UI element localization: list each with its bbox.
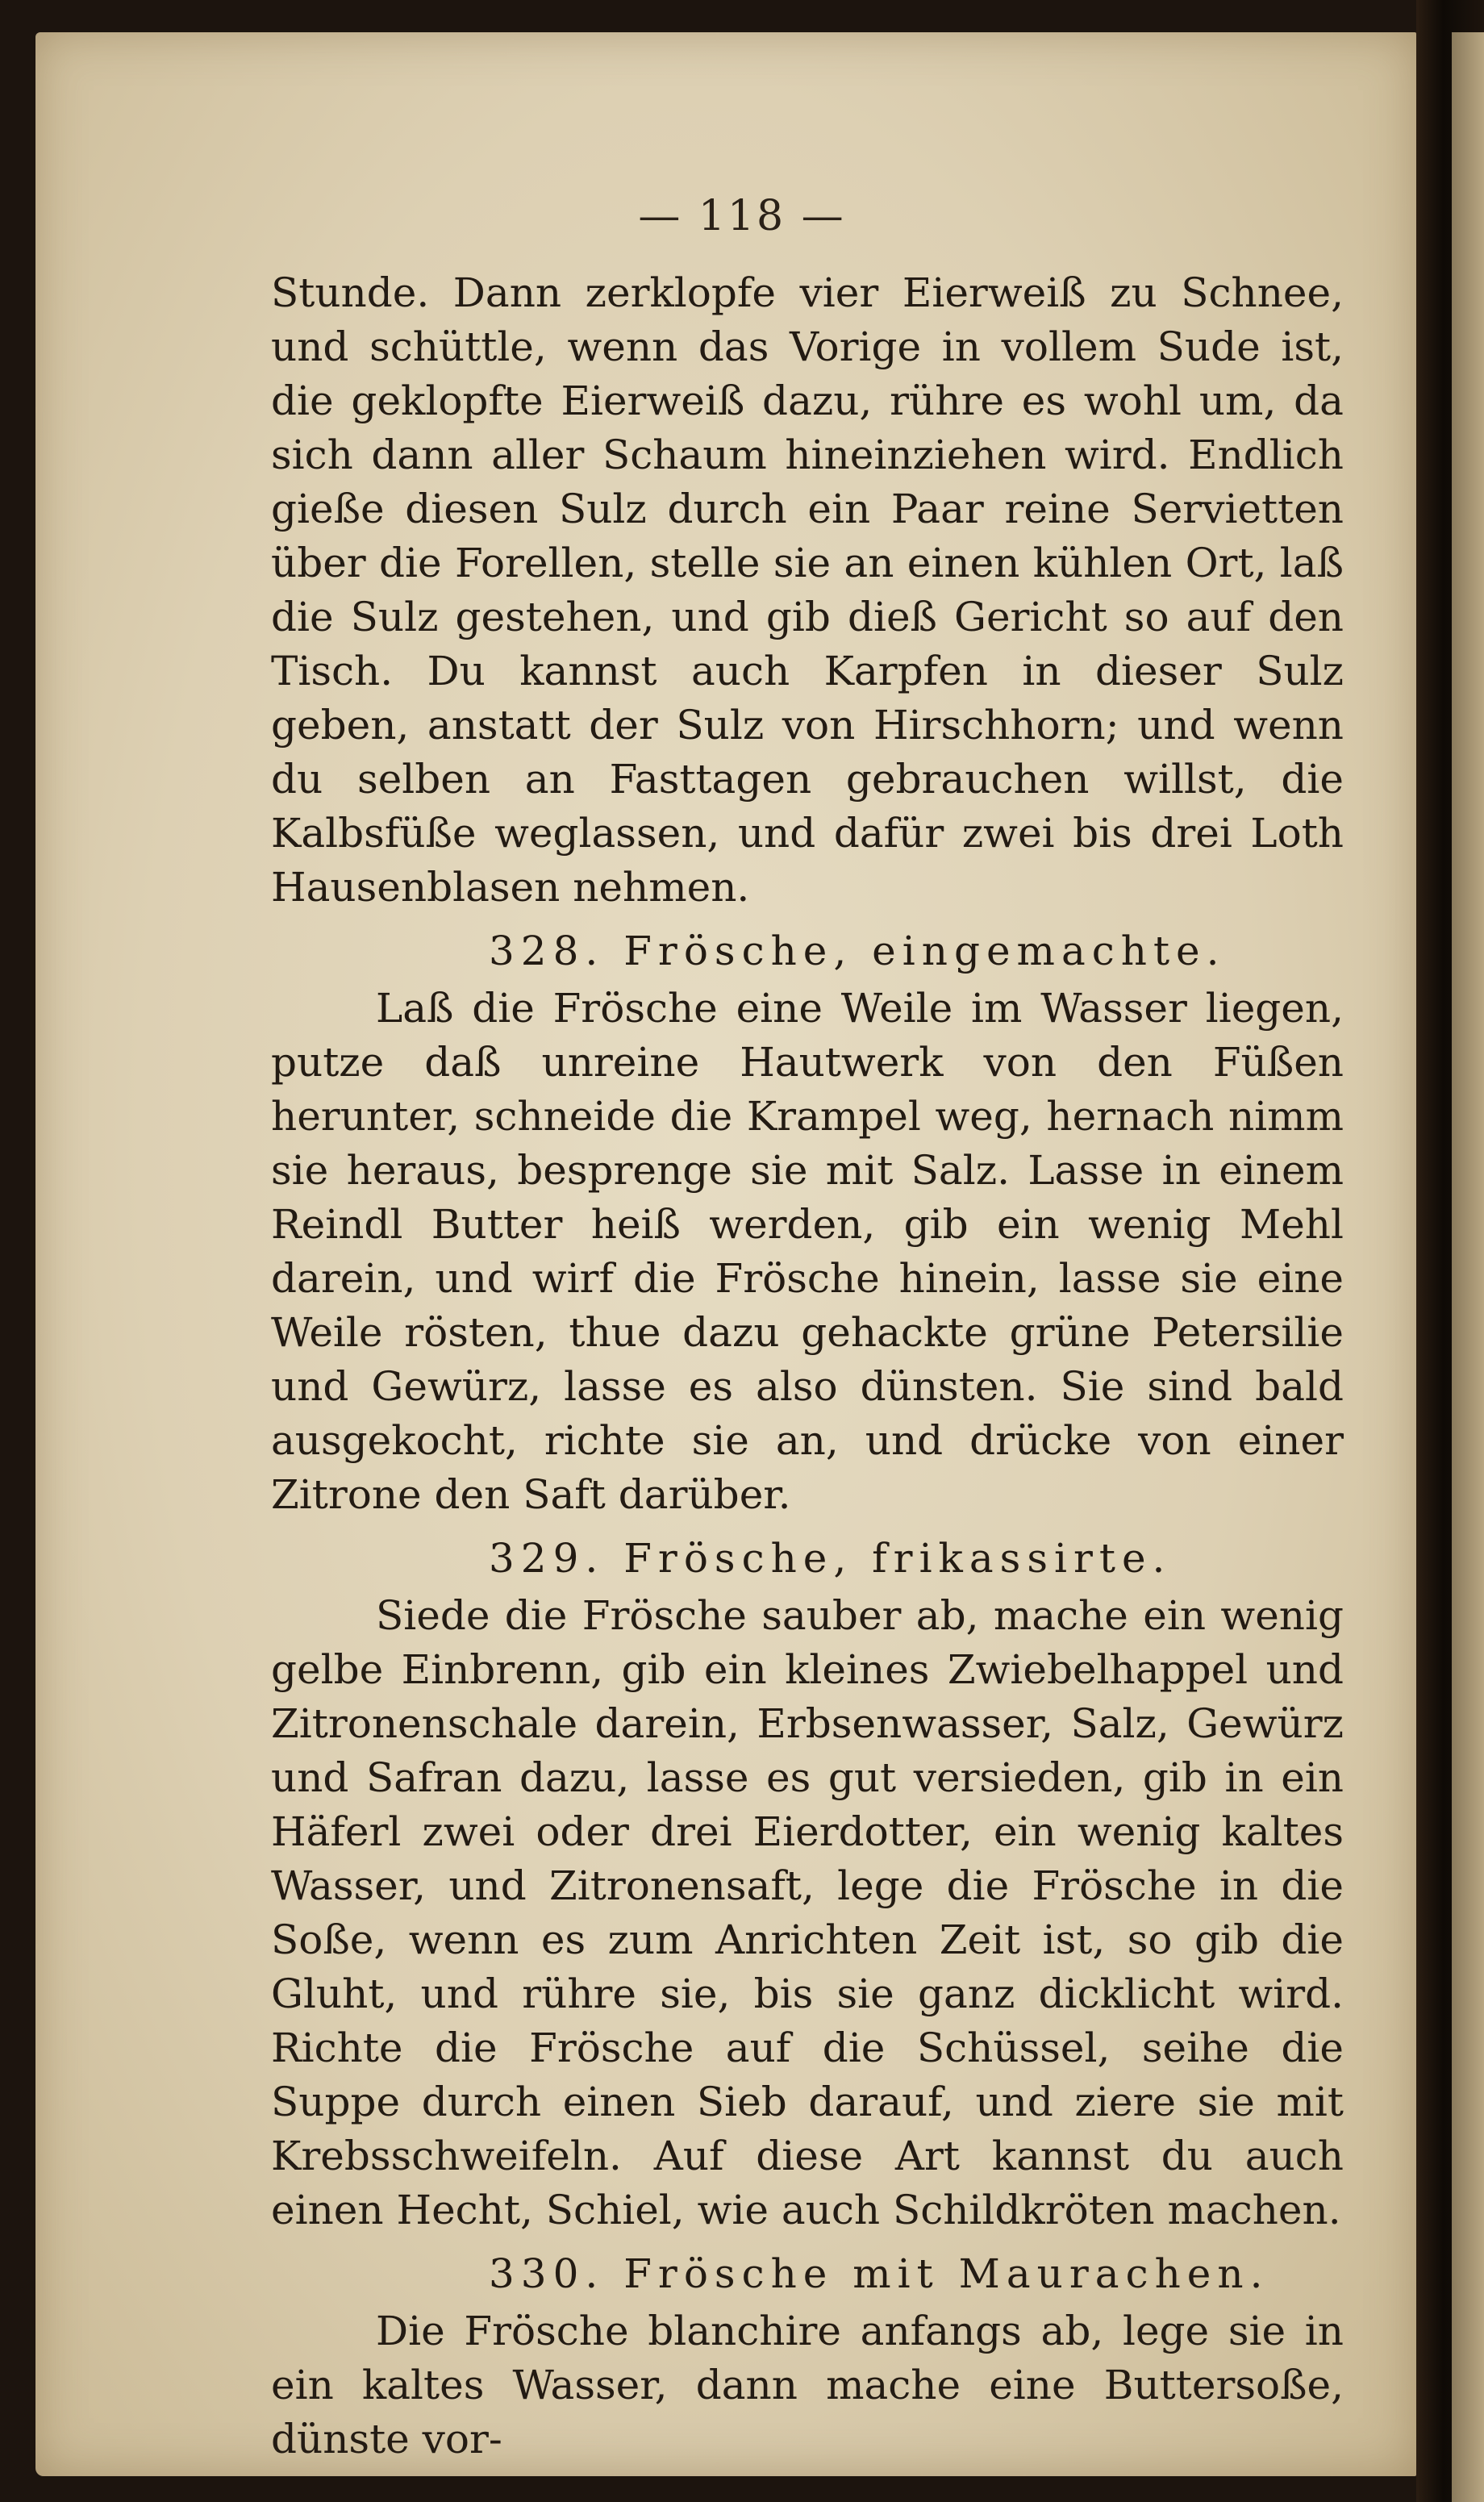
recipe-text-330: Die Frösche blanchire anfangs ab, lege sie in ein kaltes Wasser, dann mache eine Buttersoße, dünste vor- — [271, 2308, 1344, 2462]
recipe-heading-329: 329. Frösche, frikassirte. — [489, 1535, 1172, 1582]
recipe-heading-330: 330. Frösche mit Maurachen. — [489, 2250, 1269, 2297]
recipe-text-328: Laß die Frösche eine Weile im Wasser liegen, putze daß unreine Hautwerk von den Füßen herunter, schneide die Krampel weg, hernach nimm sie heraus, besprenge sie mit Salz. Lasse in einem Reindl Butter heiß werden, gib ein wenig Mehl darein, und wirf die Frösche hinein, lasse sie eine Weile rösten, thue dazu gehackte grüne Petersilie und Gewürz, lasse es also dünsten. Sie sind bald ausgekocht, richte sie an, und drücke von einer Zitrone den Saft darüber. — [271, 985, 1344, 1518]
recipe-heading-328: 328. Frösche, eingemachte. — [489, 928, 1226, 974]
page-number-header: — 118 — — [638, 192, 846, 240]
recipe-text-329: Siede die Frösche sauber ab, mache ein wenig gelbe Einbrenn, gib ein kleines Zwiebelhappel und Zitronenschale darein, Erbsenwasser, Salz, Gewürz und Safran dazu, lasse es gut versieden, gib in ein Häferl zwei oder drei Eierdotter, ein wenig kaltes Wasser, und Zitronensaft, lege die Frösche in die Soße, wenn es zum Anrichten Zeit ist, so gib die Gluht, und rühre sie, bis sie ganz dicklicht wird. Richte die Frösche auf die Schüssel, seihe die Suppe durch einen Sieb darauf, und ziere sie mit Krebsschweifeln. Auf diese Art kannst du auch einen Hecht, Schiel, wie auch Schildkröten machen. — [271, 1592, 1344, 2233]
page-body — [271, 266, 1344, 2467]
next-page-edge — [1452, 32, 1484, 2502]
continuation-paragraph: Stunde. Dann zerklopfe vier Eierweiß zu Schnee, und schüttle, wenn das Vorige in vollem Sude ist, die geklopfte Eierweiß dazu, rühre es wohl um, da sich dann aller Schaum hineinziehen wird. Endlich gieße diesen Sulz durch ein Paar reine Servietten über die Forellen, stelle sie an einen kühlen Ort, laß die Sulz gestehen, und gib dieß Gericht so auf den Tisch. Du kannst auch Karpfen in dieser Sulz geben, anstatt der Sulz von Hirschhorn; und wenn du selben an Fasttagen gebrauchen willst, die Kalbsfüße weglassen, und dafür zwei bis drei Loth Hausenblasen nehmen. — [271, 269, 1344, 911]
